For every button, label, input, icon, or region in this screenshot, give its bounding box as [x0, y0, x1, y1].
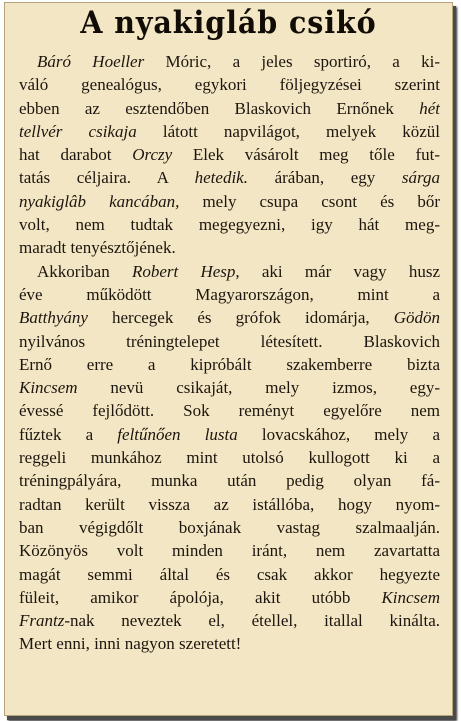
- emphasized-text: feltűnően lusta: [117, 424, 238, 444]
- emphasized-text: Kincsem: [381, 587, 440, 607]
- emphasized-text: hét: [419, 98, 440, 118]
- emphasized-text: Frantz: [19, 611, 65, 631]
- emphasized-text: Gödön: [393, 308, 440, 328]
- text-run: évessé fejlődött. Sok reményt egyelőre nem: [19, 401, 440, 421]
- text-run: látott napvilágot, melyek közül: [136, 121, 440, 141]
- paragraph: [19, 50, 440, 260]
- emphasized-text: Batthyány: [19, 308, 88, 328]
- text-line: [19, 563, 440, 586]
- emphasized-text: Orczy: [132, 145, 173, 165]
- text-run: aki már vagy husz: [239, 261, 440, 281]
- text-line: [19, 399, 440, 422]
- text-line: [19, 446, 440, 469]
- text-line: [19, 50, 440, 73]
- article-body: [19, 50, 440, 656]
- text-run: -nak neveztek el, étellel, itallal kinálta.: [64, 611, 440, 631]
- emphasized-text: sárga: [401, 168, 440, 188]
- text-run: Elek vásárolt meg tőle fut-: [172, 145, 440, 165]
- text-run: Móric, a jeles sportiró, a ki-: [144, 52, 440, 71]
- text-line: [19, 353, 440, 376]
- text-run: hat darabot: [19, 145, 133, 165]
- text-run: radtan került vissza az istállóba, hogy nyom-: [19, 494, 440, 514]
- emphasized-text: Kincsem: [19, 378, 78, 398]
- text-run: mely csupa csont és bőr: [179, 191, 440, 211]
- text-line: [19, 539, 440, 562]
- text-run: Ernő erre a kipróbált szakemberre bizta: [19, 354, 440, 374]
- text-run: nevü csikaját, mely izmos, egy-: [77, 378, 440, 398]
- text-line: [19, 493, 440, 516]
- text-run: tréningpályára, munka után pedig olyan fá-: [19, 471, 440, 491]
- article-frame: [4, 2, 453, 716]
- text-line: [19, 609, 440, 632]
- text-run: reggeli munkához mint utolsó kullogott ki a: [19, 448, 440, 468]
- text-run: füleit, amikor ápolója, akit utóbb: [19, 587, 382, 607]
- text-line: [19, 423, 440, 446]
- text-run: éve működött Magyarországon, mint a: [19, 284, 440, 304]
- text-line: [19, 236, 440, 259]
- text-run: fűztek a: [19, 424, 118, 444]
- text-line: [19, 376, 440, 399]
- text-line: [19, 283, 440, 306]
- emphasized-text: nyakiglâb kancában,: [19, 191, 180, 211]
- text-line: [19, 260, 440, 283]
- text-run: árában, egy: [247, 168, 402, 188]
- text-line: [19, 306, 440, 329]
- text-line: [19, 190, 440, 213]
- text-run: Mert enni, inni nagyon szeretett!: [19, 634, 242, 654]
- paragraph: [19, 260, 440, 656]
- text-run: tatás céljaira. A: [19, 168, 195, 188]
- text-line: [19, 516, 440, 539]
- text-run: lovacskához, mely a: [237, 424, 440, 444]
- text-run: ban végigdőlt boxjának vastag szalmaalján.: [19, 517, 440, 537]
- text-run: volt, nem tudtak megegyezni, igy hát meg-: [19, 215, 440, 235]
- text-line: [19, 143, 440, 166]
- text-line: [19, 632, 440, 655]
- text-line: [19, 330, 440, 353]
- text-line: [19, 73, 440, 96]
- text-run: váló genealógus, egykori följegyzései szerint: [19, 75, 440, 95]
- text-run: ebben az esztendőben Blaskovich Ernőnek: [19, 98, 420, 118]
- text-line: [19, 166, 440, 189]
- text-run: magát semmi által és csak akkor hegyezte: [19, 564, 440, 584]
- text-line: [19, 120, 440, 143]
- text-line: [19, 586, 440, 609]
- emphasized-text: Robert Hesp,: [131, 261, 240, 281]
- text-run: Közönyös volt minden iránt, nem zavartatta: [19, 541, 440, 561]
- text-run: maradt tenyésztőjének.: [19, 238, 176, 258]
- text-line: [19, 469, 440, 492]
- text-run: Akkoriban: [37, 261, 132, 281]
- emphasized-text: hetedik.: [194, 168, 248, 188]
- article-title: A nyakigláb csikó: [80, 5, 377, 41]
- text-line: [19, 213, 440, 236]
- text-line: [19, 97, 440, 120]
- emphasized-text: Báró Hoeller: [37, 52, 145, 71]
- text-run: hercegek és grófok idomárja,: [87, 308, 394, 328]
- newspaper-clipping: [9, 3, 448, 715]
- text-run: nyilvános tréningtelepet létesített. Blaskovich: [19, 331, 440, 351]
- emphasized-text: tellvér csikaja: [19, 121, 137, 141]
